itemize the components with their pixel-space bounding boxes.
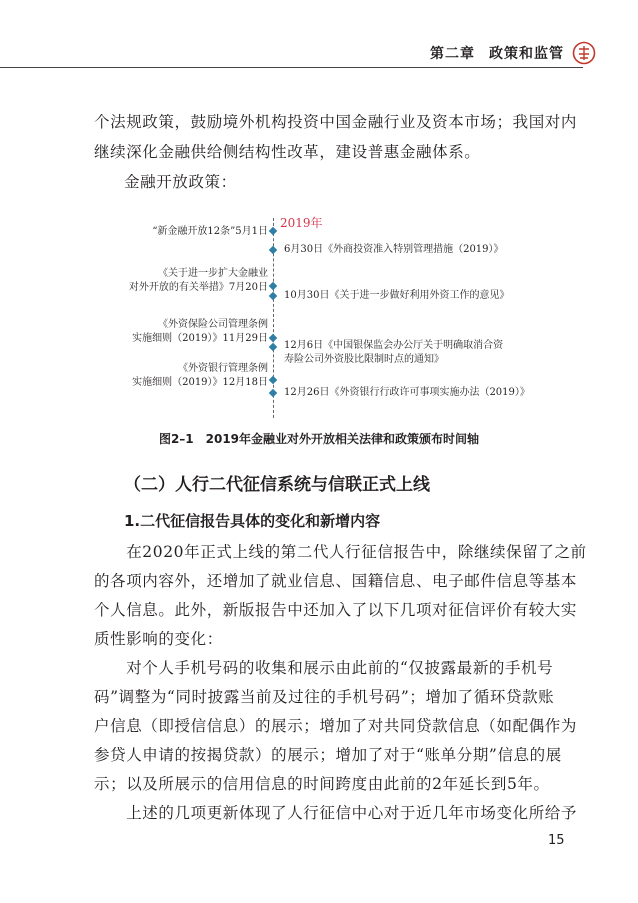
timeline-marker-left-1 (269, 227, 277, 235)
timeline-marker-left-4 (269, 376, 277, 384)
timeline-marker-right-1 (269, 246, 277, 254)
body-line-10: 上述的几项更新体现了人行征信中心对于近几年市场变化所给予 (94, 804, 578, 822)
timeline-marker-left-2 (269, 282, 277, 290)
body-line-4: 质性影响的变化： (94, 630, 223, 648)
body-line-5: 对个人手机号码的收集和展示由此前的“仅披露最新的手机号 (94, 659, 554, 677)
page-number: 15 (548, 833, 565, 848)
chapter-emblem-icon (572, 41, 596, 65)
intro-line-3: 金融开放政策： (124, 173, 237, 191)
timeline-marker-right-2 (269, 292, 277, 300)
timeline-event-left-4: 《外资银行管理条例 实施细则（2019）》12月18日 (132, 363, 268, 388)
running-header (430, 43, 564, 63)
timeline-event-right-1: 6月30日《外商投资准入特别管理措施（2019）》 (284, 244, 504, 255)
body-line-6: 码”调整为“同时披露当前及过往的手机号码”；增加了循环贷款账 (94, 688, 555, 706)
timeline-event-left-2: 《关于进一步扩大金融业 对外开放的有关举措》7月20日 (128, 268, 268, 293)
timeline-event-left-1: “新金融开放12条”5月1日 (152, 226, 268, 237)
body-line-7: 户信息（即授信信息）的展示；增加了对共同贷款信息（如配偶作为 (94, 717, 578, 735)
timeline-marker-left-3 (269, 334, 277, 342)
subsection-heading: 1.二代征信报告具体的变化和新增内容 (124, 512, 381, 530)
intro-line-2: 继续深化金融供给侧结构性改革，建设普惠金融体系。 (94, 143, 481, 161)
section-heading: （二）人行二代征信系统与信联正式上线 (124, 475, 430, 495)
body-line-2: 的各项内容外，还增加了就业信息、国籍信息、电子邮件信息等基本 (94, 572, 578, 590)
timeline-event-right-4: 12月26日《外资银行行政许可事项实施办法（2019）》 (284, 387, 530, 398)
figure-caption: 图2–1 2019年金融业对外开放相关法律和政策颁布时间轴 (158, 432, 480, 446)
header-rule (0, 67, 583, 68)
timeline-event-right-3: 12月6日《中国银保监会办公厅关于明确取消合资 寿险公司外资股比限制时点的通知》 (284, 340, 504, 365)
body-line-3: 个人信息。此外，新版报告中还加入了以下几项对征信评价有较大实 (94, 601, 578, 619)
body-line-1: 在2020年正式上线的第二代人行征信报告中，除继续保留了之前 (94, 543, 587, 561)
timeline-marker-right-4 (269, 389, 277, 397)
timeline-event-left-3: 《外资保险公司管理条例 实施细则（2019）》11月29日 (132, 319, 268, 344)
body-line-9: 示；以及所展示的信用信息的时间跨度由此前的2年延长到5年。 (94, 775, 550, 793)
chapter-number: 第二章 (430, 46, 475, 62)
timeline-event-right-2: 10月30日《关于进一步做好利用外资工作的意见》 (284, 290, 510, 301)
timeline-year: 2019年 (280, 216, 323, 230)
body-line-8: 参贷人申请的按揭贷款）的展示；增加了对于“账单分期”信息的展 (94, 746, 562, 764)
intro-line-1: 个法规政策，鼓励境外机构投资中国金融行业及资本市场；我国对内 (94, 113, 578, 131)
chapter-title: 政策和监管 (489, 46, 564, 62)
timeline-marker-right-3 (269, 343, 277, 351)
